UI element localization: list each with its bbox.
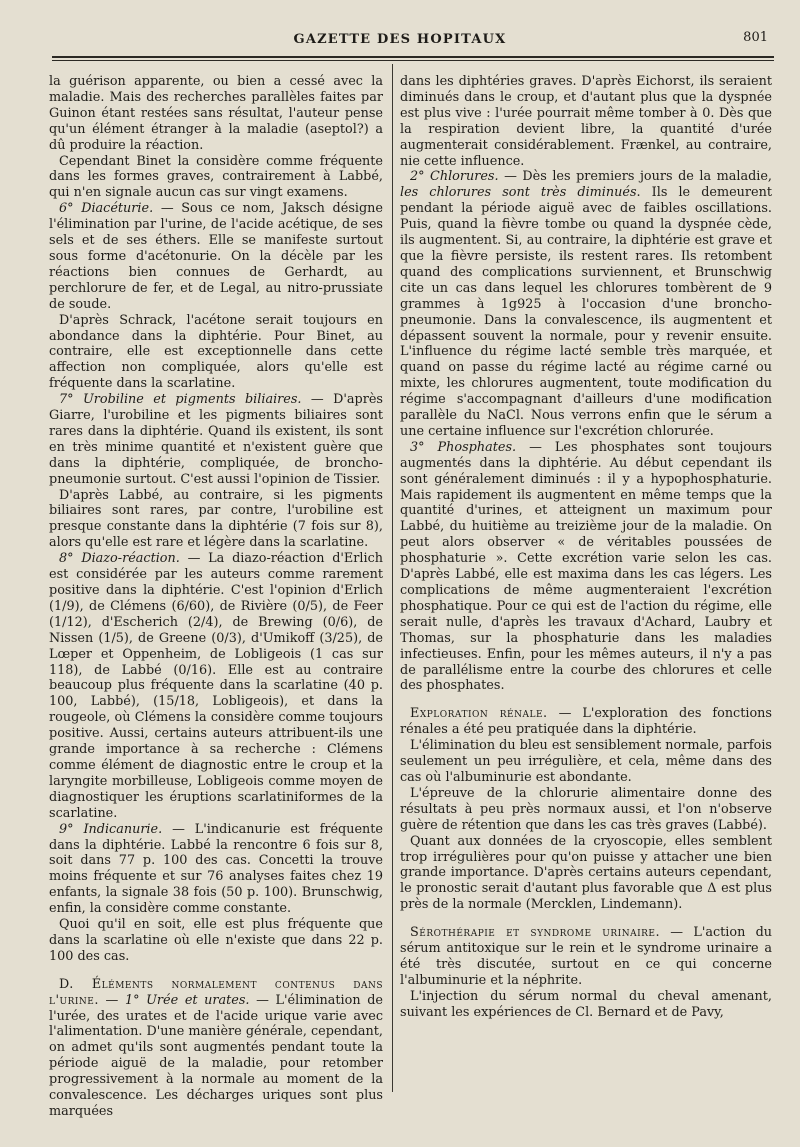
section-heading: 9° Indicanurie. bbox=[59, 821, 163, 837]
section-text: . Ils le demeurent pendant la période aiguë avec de faibles oscillations. Puis, quand la fièvre tombe ou quand la dyspnée cède, ils augmentent. Si, au contraire, la diphtérie est grave et que la fièvre persiste, ils restent rares. Ils retombent quand des complications surviennent, et Brunschwig cite un cas dans lequel les chlorures tombèrent de 9 grammes à 1g925 à l'occasion d'une broncho-pneumonie. Dans la convalescence, ils augmentent et dépassent souvent la normale, pour y revenir ensuite. L'influence du régime lacté semble très marquée, et quand on passe du régime lacté au régime carné ou mixte, les chlorures augmentent, toute modification du régime s'accompagnant d'ailleurs d'une modification parallèle du NaCl. Nous verrons enfin que le sérum a une certaine influence sur l'excrétion chlorurée. bbox=[400, 185, 772, 439]
paragraph: Cependant Binet la considère comme fréquente dans les formes graves, contrairement à Labbé, qui n'en signale aucun cas sur vingt examens. bbox=[49, 153, 383, 201]
section-text: — L'exploration des fonctions rénales a été peu pratiquée dans la diphtérie. bbox=[400, 706, 772, 738]
section-exploration-renale bbox=[400, 706, 772, 738]
spacer bbox=[400, 913, 772, 925]
section-heading: D. Éléments normalement contenus dans l'urine. bbox=[49, 976, 383, 1008]
spacer bbox=[400, 694, 772, 706]
paragraph: la guérison apparente, ou bien a cessé avec la maladie. Mais des recherches parallèles faites par Guinon étant restées sans résultat, l'auteur pense qu'un élément étranger à la maladie (aseptol?) a dû produire la réaction. bbox=[49, 74, 383, 153]
section-text: — L'indicanurie est fréquente dans la diphtérie. Labbé la rencontre 6 fois sur 8, soit dans 77 p. 100 des cas. Concetti la trouve moins fréquente et sur 76 analyses faites chez 19 enfants, la signale 38 fois (50 p. 100). Brunschwig, enfin, la considère comme constante. bbox=[49, 821, 383, 917]
section-urobiline bbox=[49, 392, 383, 487]
page-header bbox=[0, 0, 800, 60]
paragraph: D'après Schrack, l'acétone serait toujours en abondance dans la diphtérie. Pour Binet, au contraire, elle est exceptionnelle dans cette affection non compliquée, alors qu'elle est fréquente dans la scarlatine. bbox=[49, 312, 383, 392]
section-diazo-reaction bbox=[49, 551, 383, 821]
section-heading: Sérothérapie et syndrome urinaire. bbox=[410, 925, 661, 941]
section-text: — D'après Giarre, l'urobiline et les pigments biliaires sont rares dans la diphtérie. Quand ils existent, ils sont en très minime quantité et n'existent guère que dans la diphtérie, compliquée, de broncho-pneumonie surtout. C'est aussi l'opinion de Tissier. bbox=[49, 392, 383, 487]
header-rule-thin bbox=[52, 60, 774, 61]
section-indicanurie bbox=[49, 822, 383, 917]
emphasis-text: les chlorures sont très diminués bbox=[400, 185, 637, 201]
page-number: 801 bbox=[743, 30, 768, 45]
left-column bbox=[49, 74, 383, 1120]
section-phosphates bbox=[400, 440, 772, 695]
section-text: — L'élimination de l'urée, des urates et de l'acide urique varie avec l'alimentation. D'une manière générale, cependant, on admet qu'ils sont augmentés pendant toute la période aiguë de la maladie, pour retomber progressivement à la normale au moment de la convalescence. Les décharges uriques sont plus marquées bbox=[49, 992, 383, 1119]
section-heading: 6° Diacéturie. bbox=[59, 201, 154, 217]
paragraph: Quoi qu'il en soit, elle est plus fréquente que dans la scarlatine où elle n'existe que dans 22 p. 100 des cas. bbox=[49, 917, 383, 964]
section-text: — Dès les premiers jours de la maladie, bbox=[498, 169, 772, 185]
spacer bbox=[49, 965, 383, 977]
paragraph: D'après Labbé, au contraire, si les pigments biliaires sont rares, par contre, l'urobiline est presque constante dans la diphtérie (7 fois sur 8), alors qu'elle est rare et légère dans la scarlatine. bbox=[49, 487, 383, 551]
section-chlorures bbox=[400, 169, 772, 439]
paragraph: L'épreuve de la chlorurie alimentaire donne des résultats à peu près normaux aussi, et l'on n'observe guère de rétention que dans les cas très graves (Labbé). bbox=[400, 785, 772, 833]
header-rule-thick bbox=[52, 56, 774, 58]
section-text: — La diazo-réaction d'Erlich est considérée par les auteurs comme rarement positive dans la diphtérie. C'est l'opinion d'Erlich (1/9), de Clémens (6/60), de Rivière (0/5), de Feer (1/12), d'Escherich (2/4), de Brewing (0/6), de Nissen (1/5), de Greene (0/3), d'Umikoff (3/25), de Lœper et Oppenheim, de Lobligeois (1 cas sur 118), de Labbé (0/16). Elle est au contraire beaucoup plus fréquente dans la scarlatine (40 p. 100, Labbé), (15/18, Lobligeois), et dans la rougeole, où Clémens la considère comme toujours positive. Aussi, certains auteurs attribuent-ils une grande importance à sa recherche : Clémens comme élément de diagnostic entre le croup et la laryngite morbilleuse, Lobligeois comme moyen de diagnostiquer les éruptions scarlatiniformes de la scarlatine. bbox=[49, 551, 383, 821]
section-text: — Les phosphates sont toujours augmentés dans la diphtérie. Au début cependant ils sont généralement diminués : il y a hypophosphaturie. Mais rapidement ils augmentent en même temps que la quantité d'urines, et atteignent un maximum pour Labbé, du huitième au treizième jour de la maladie. On peut alors observer « de véritables poussées de phosphaturie ». Cette excrétion varie selon les cas. D'après Labbé, elle est maxima dans les cas légers. Les complications de même augmenteraient l'excrétion phosphatique. Pour ce qui est de l'action du régime, elle serait nulle, d'après les travaux d'Achard, Laubry et Thomas, sur la phosphaturie dans les maladies infectieuses. Enfin, pour les mêmes auteurs, il n'y a pas de parallélisme entre la courbe des chlorures et celle des phosphates. bbox=[400, 439, 772, 694]
section-text: — L'action du sérum antitoxique sur le rein et le syndrome urinaire a été très discutée, surtout en ce qui concerne l'albuminurie et la néphrite. bbox=[400, 925, 772, 988]
right-column bbox=[400, 74, 772, 1021]
running-title: GAZETTE DES HOPITAUX bbox=[293, 32, 507, 47]
section-serotherapie bbox=[400, 925, 772, 989]
subsection-heading: 1° Urée et urates. bbox=[124, 992, 250, 1008]
paragraph: L'injection du sérum normal du cheval amenant, suivant les expériences de Cl. Bernard et de Pavy, bbox=[400, 988, 772, 1020]
column-divider bbox=[392, 64, 393, 1092]
section-heading: 7° Urobiline et pigments biliaires. bbox=[59, 392, 302, 408]
paragraph: L'élimination du bleu est sensiblement normale, parfois seulement un peu irrégulière, et cela, même dans des cas où l'albuminurie est abondante. bbox=[400, 738, 772, 785]
section-diaceturie bbox=[49, 201, 383, 312]
section-heading: 3° Phosphates. bbox=[410, 439, 517, 455]
section-heading: 2° Chlorures. bbox=[410, 169, 499, 185]
paragraph: dans les diphtéries graves. D'après Eichorst, ils seraient diminués dans le croup, et d'autant plus que la dyspnée est plus vive : l'urée pourrait même tomber à 0. Dès que la respiration devient libre, la quantité d'urée augmenterait considérablement. Frænkel, au contraire, nie cette influence. bbox=[400, 74, 772, 169]
section-d-elements: D. Éléments normalement contenus dans l'urine. — 1° Urée et urates. — L'élimination de l'urée, des urates et de l'acide urique varie avec l'alimentation. D'une manière générale, cependant, on admet qu'ils sont augmentés pendant toute la période aiguë de la maladie, pour retomber progressivement à la normale au moment de la convalescence. Les décharges uriques sont plus marquées bbox=[49, 976, 383, 1119]
section-text: — Sous ce nom, Jaksch désigne l'élimination par l'urine, de l'acide acétique, de ses sels et de ses éthers. Elle se manifeste surtout sous forme d'acétonurie. On la décèle par les réactions bien connues de Gerhardt, au perchlorure de fer, et de Legal, au nitro-prussiate de soude. bbox=[49, 201, 383, 312]
section-heading: 8° Diazo-réaction. bbox=[59, 551, 180, 567]
paragraph: Quant aux données de la cryoscopie, elles semblent trop irrégulières pour qu'on puisse y attacher une bien grande importance. D'après certains auteurs cependant, le pronostic serait d'autant plus favorable que Δ est plus près de la normale (Mercklen, Lindemann). bbox=[400, 833, 772, 913]
section-heading: Exploration rénale. bbox=[410, 706, 548, 722]
